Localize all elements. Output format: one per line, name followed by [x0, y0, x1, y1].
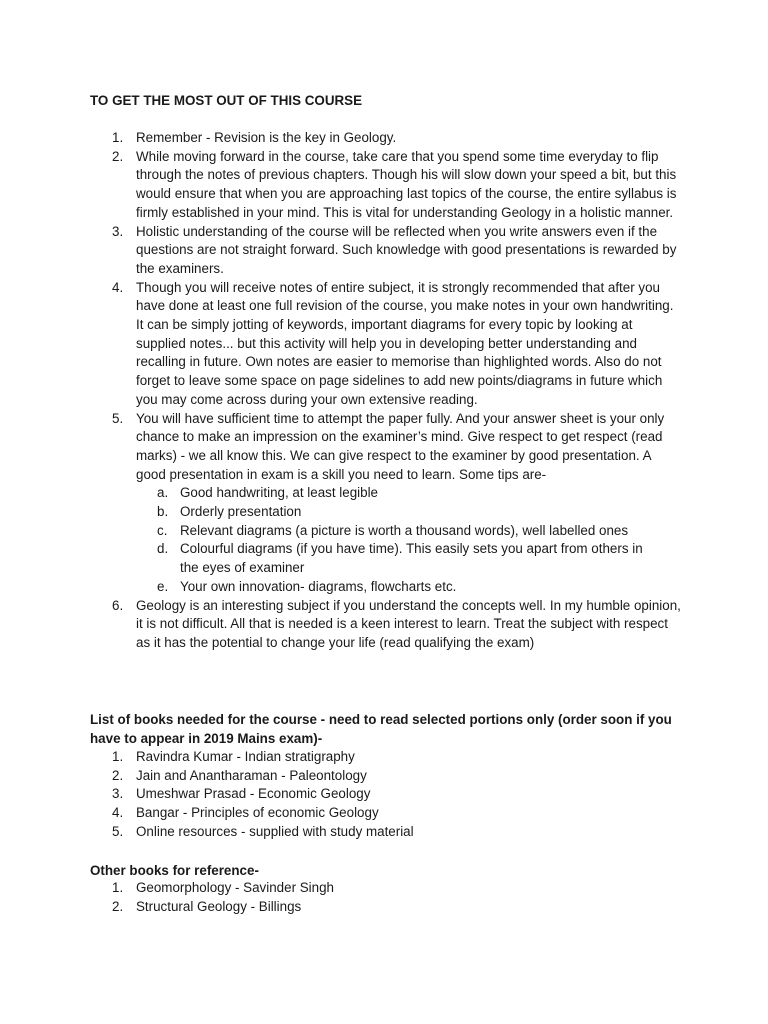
- list-item-text: Structural Geology - Billings: [136, 898, 302, 914]
- list-item: [0, 804, 681, 823]
- list-item: [0, 767, 681, 786]
- list-item-text: Online resources - supplied with study material: [136, 823, 414, 839]
- sublist-item-text: Your own innovation- diagrams, flowcharts etc.: [180, 578, 457, 594]
- list-item-text: Jain and Anantharaman - Paleontology: [136, 767, 367, 783]
- sublist-letter: a.: [157, 485, 169, 501]
- list-number: 3.: [112, 223, 124, 239]
- list-item-text: Geomorphology - Savinder Singh: [136, 880, 334, 895]
- list-item-text: Though you will receive notes of entire subject, it is strongly recommended that after you have done at least one full revision of the course, you make notes in your own handwriting. It can be simply jotting of keywords, important diagrams for every topic by looking at supplied notes... but this activity will help you in developing better understanding and recalling in future. Own notes are easier to memorise than highlighted words. Also do not forget to leave some space on page sidelines to add new points/diagrams in future which you may come across during your own extensive reading.: [136, 279, 674, 407]
- list-item: [0, 898, 681, 917]
- list-number: 1.: [112, 130, 124, 145]
- list-item: [0, 785, 681, 804]
- list-item-text: Ravindra Kumar - Indian stratigraphy: [136, 749, 355, 764]
- list-number: 5.: [112, 823, 124, 839]
- list-number: 6.: [112, 597, 124, 613]
- list-number: 2.: [112, 767, 124, 783]
- sublist-letter: c.: [157, 522, 168, 538]
- list-number: 2.: [112, 898, 124, 914]
- sublist-item-text: Good handwriting, at least legible: [180, 485, 379, 501]
- sublist-letter: b.: [157, 504, 169, 520]
- sublist-item-text: Relevant diagrams (a picture is worth a thousand words), well labelled ones: [180, 522, 629, 538]
- list-item: [0, 148, 681, 223]
- list-number: 4.: [112, 805, 124, 821]
- section-heading-reference-books: Other books for reference-: [90, 863, 259, 878]
- list-number: 4.: [112, 279, 124, 295]
- list-number: 1.: [112, 880, 124, 895]
- section-heading-course-tips: TO GET THE MOST OUT OF THIS COURSE: [90, 93, 363, 108]
- list-number: 2.: [112, 148, 124, 164]
- list-item: [0, 223, 681, 279]
- list-number: 5.: [112, 410, 124, 426]
- list-item-text: You will have sufficient time to attempt the paper fully. And your answer sheet is your only chance to make an impression on the examiner’s mind. Give respect to get respect (read marks) - we all know this. We can give respect to the examiner by good presentation. A good presentation in exam is a skill you need to learn. Some tips are-: [136, 410, 665, 482]
- list-item: [0, 597, 681, 653]
- sublist-item: [0, 540, 660, 577]
- list-number: 1.: [112, 749, 124, 764]
- list-number: 3.: [112, 786, 124, 802]
- list-item: [0, 823, 681, 842]
- sublist-letter: e.: [157, 578, 169, 594]
- sublist-item: [0, 522, 660, 541]
- course-tips-list: [0, 129, 768, 653]
- sublist-item-text: Colourful diagrams (if you have time). This easily sets you apart from others in the eyes of examiner: [180, 541, 643, 576]
- list-item-text: Geology is an interesting subject if you understand the concepts well. In my humble opinion, it is not difficult. All that is needed is a keen interest to learn. Treat the subject with respect as it has the potential to change your life (read qualifying the exam): [136, 597, 681, 650]
- list-item-text: While moving forward in the course, take care that you spend some time everyday to flip through the notes of previous chapters. Though his will slow down your speed a bit, but this would ensure that when you are approaching last topics of the course, the entire syllabus is firmly established in your mind. This is vital for understanding Geology in a holistic manner.: [136, 148, 677, 220]
- list-item: [0, 279, 681, 410]
- list-item-text: Bangar - Principles of economic Geology: [136, 805, 379, 821]
- list-item: [0, 410, 681, 597]
- presentation-tips-sublist: [136, 484, 681, 596]
- list-item-text: Umeshwar Prasad - Economic Geology: [136, 786, 371, 802]
- list-item-text: Remember - Revision is the key in Geology.: [136, 130, 397, 145]
- sublist-item: [0, 578, 660, 597]
- reference-books-list: [0, 879, 768, 916]
- sublist-letter: d.: [157, 541, 169, 557]
- list-item: [0, 879, 681, 898]
- list-item: [0, 748, 681, 767]
- list-item-text: Holistic understanding of the course will be reflected when you write answers even if the questions are not straight forward. Such knowledge with good presentations is rewarded by the examiners.: [136, 223, 677, 276]
- list-item: [0, 129, 681, 148]
- required-books-list: [0, 748, 768, 842]
- sublist-item: [0, 503, 660, 522]
- sublist-item-text: Orderly presentation: [180, 504, 302, 520]
- sublist-item: [0, 484, 660, 503]
- section-heading-required-books: List of books needed for the course - need to read selected portions only (order soon if you have to appear in 2019 Mains exam)-: [90, 712, 672, 746]
